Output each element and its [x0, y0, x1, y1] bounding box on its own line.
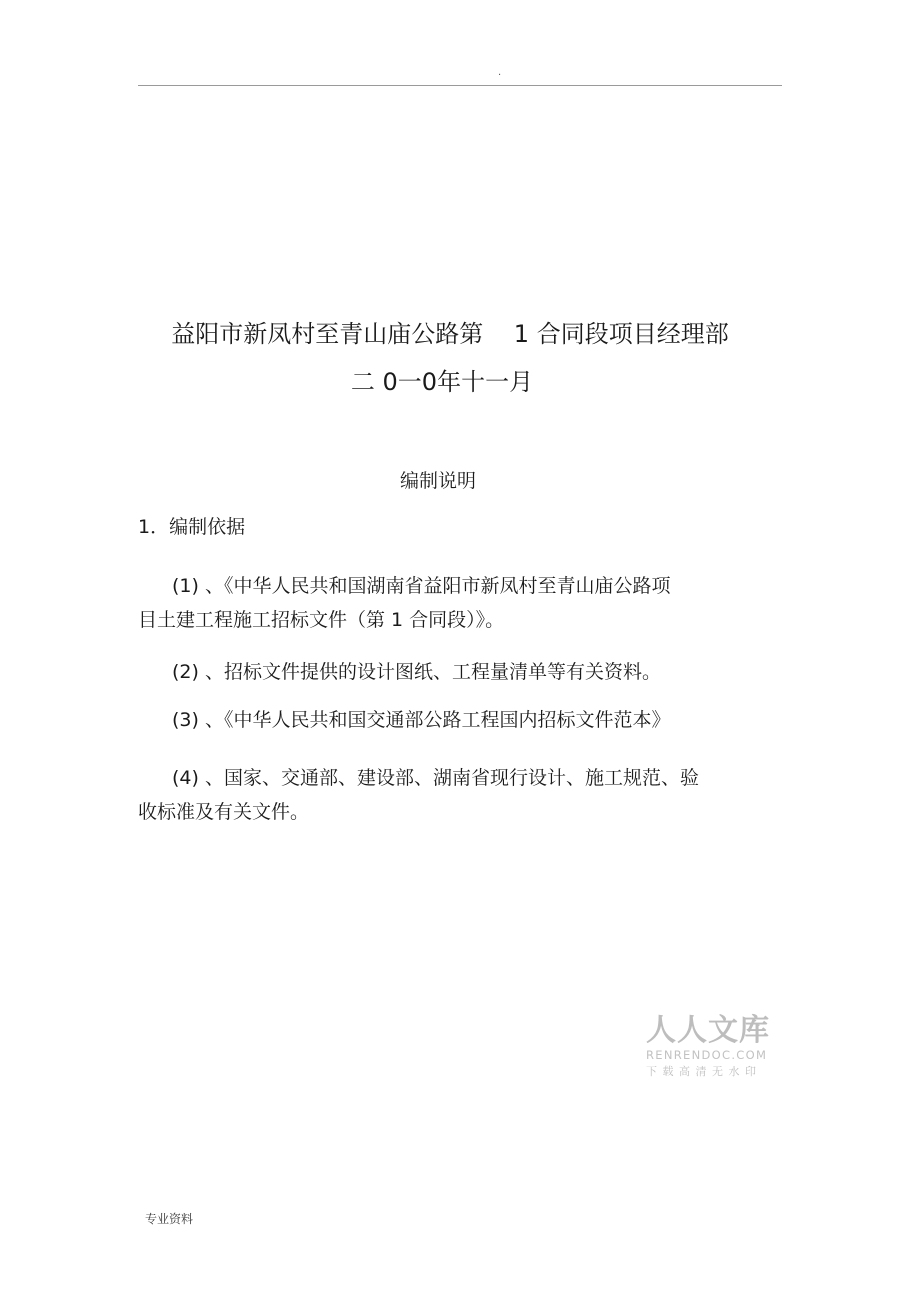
basis-paragraph-1 [138, 569, 738, 637]
header-dot: . [498, 67, 502, 78]
watermark-logo [646, 1014, 772, 1079]
paragraph-line: (2) 、招标文件提供的设计图纸、工程量清单等有关资料。 [172, 661, 661, 683]
watermark-tagline: 下载高清无水印 [646, 1065, 762, 1078]
date-title: 二 0一0年十一月 [350, 368, 534, 396]
paragraph-line: (3) 、《中华人民共和国交通部公路工程国内招标文件范本》 [172, 709, 671, 731]
organization-title: 益阳市新凤村至青山庙公路第 1 合同段项目经理部 [171, 320, 729, 348]
paragraph-line: (4) 、国家、交通部、建设部、湖南省现行设计、施工规范、验 [172, 767, 699, 789]
basis-paragraph-4 [138, 761, 738, 829]
item-heading: 1．编制依据 [138, 516, 246, 538]
basis-paragraph-3 [138, 703, 738, 737]
watermark-brand: 人人文库 [646, 1013, 770, 1048]
basis-paragraph-2 [138, 655, 738, 689]
header-rule [138, 85, 782, 86]
watermark-url: RENRENDOC.COM [646, 1048, 768, 1062]
footer-label: 专业资料 [145, 1212, 194, 1226]
paragraph-line: (1) 、《中华人民共和国湖南省益阳市新凤村至青山庙公路项 [172, 575, 671, 597]
section-heading: 编制说明 [399, 470, 476, 492]
paragraph-line: 收标准及有关文件。 [138, 801, 310, 823]
paragraph-line: 目土建工程施工招标文件（第 1 合同段）》。 [138, 609, 505, 631]
